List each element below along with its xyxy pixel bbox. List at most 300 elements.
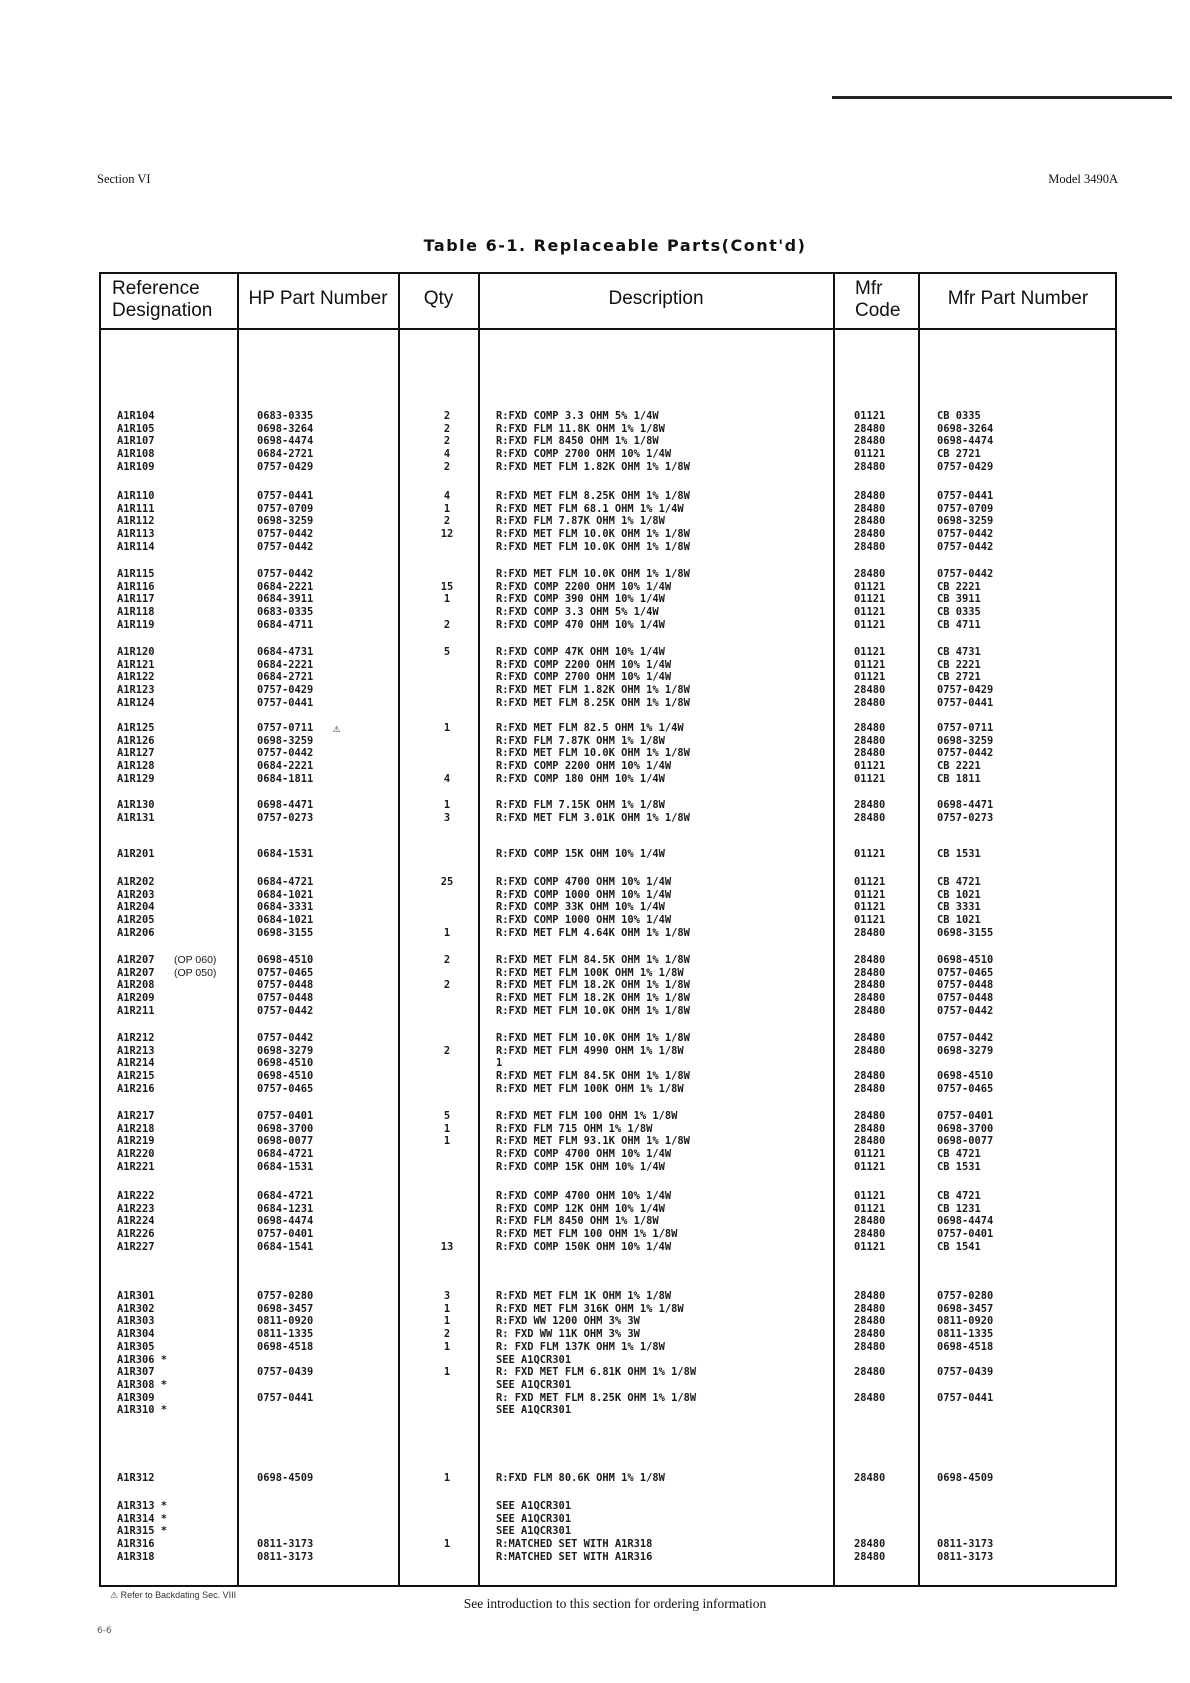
hp-part-number: 0757-0442 (257, 568, 314, 580)
mfr-code: 01121 (854, 760, 886, 773)
reference-designation: A1R216 (117, 1082, 155, 1095)
model-label: Model 3490A (1048, 172, 1118, 186)
mfr-code: 28480 (854, 1228, 886, 1241)
reference-designation: A1R121 (117, 658, 155, 671)
description: R:FXD MET FLM 316K OHM 1% 1/8W (496, 1302, 684, 1315)
reference-designation: A1R215 (117, 1070, 155, 1083)
description: R:FXD MET FLM 1K OHM 1% 1/8W (496, 1290, 672, 1302)
mfr-code: 28480 (854, 1215, 886, 1228)
hp-part-number: 0757-0441 (257, 490, 314, 502)
mfr-part-number: 0757-0280 (937, 1290, 994, 1302)
quantity: 15 (440, 580, 454, 593)
description: R:FXD MET FLM 68.1 OHM 1% 1/4W (496, 502, 684, 515)
mfr-code: 28480 (854, 422, 886, 435)
mfr-code: 28480 (854, 1315, 886, 1328)
hp-part-number: 0683-0335 (257, 606, 314, 619)
mfr-part-number: CB 2721 (937, 671, 981, 684)
mfr-part-number: 0811-0920 (937, 1315, 994, 1328)
hp-part-number: 0757-0441 (257, 1391, 314, 1404)
hp-part-number: 0698-3264 (257, 422, 314, 435)
mfr-code: 28480 (854, 1472, 886, 1484)
reference-designation: A1R305 (117, 1340, 155, 1353)
mfr-code: 28480 (854, 811, 886, 824)
reference-designation: A1R108 (117, 448, 155, 461)
quantity: 1 (443, 722, 451, 734)
hp-part-number: 0757-0448 (257, 979, 314, 992)
description: R:FXD MET FLM 84.5K OHM 1% 1/8W (496, 1070, 690, 1083)
reference-designation: A1R302 (117, 1302, 155, 1315)
mfr-code: 28480 (854, 1290, 886, 1302)
mfr-code: 01121 (854, 606, 886, 619)
reference-designation: A1R203 (117, 888, 155, 901)
ordering-note: See introduction to this section for ordering information (463, 1596, 767, 1611)
description: R:FXD COMP 15K OHM 10% 1/4W (496, 1160, 665, 1173)
description: R:FXD COMP 2200 OHM 10% 1/4W (496, 760, 672, 773)
backdating-note: ⚠ Refer to Backdating Sec. VIII (110, 1590, 237, 1600)
description: SEE A1QCR301 (496, 1525, 572, 1538)
quantity: 13 (440, 1240, 454, 1253)
mfr-code: 01121 (854, 658, 886, 671)
description: R:FXD COMP 3.3 OHM 5% 1/4W (496, 606, 659, 619)
mfr-code: 28480 (854, 490, 886, 502)
reference-designation: A1R310 * (117, 1404, 168, 1417)
mfr-code: 28480 (854, 1032, 886, 1044)
quantity: 5 (443, 646, 451, 658)
hp-part-number: 0684-2221 (257, 658, 314, 671)
description: R:FXD COMP 2700 OHM 10% 1/4W (496, 448, 672, 461)
description: R:FXD COMP 180 OHM 10% 1/4W (496, 772, 665, 785)
hp-part-number: 0684-1531 (257, 848, 314, 860)
description: R:FXD MET FLM 4990 OHM 1% 1/8W (496, 1044, 684, 1057)
description: R:MATCHED SET WITH A1R318 (496, 1538, 653, 1551)
description: R: FXD WW 11K OHM 3% 3W (496, 1328, 640, 1341)
reference-designation: A1R218 (117, 1122, 155, 1135)
reference-designation: A1R301 (117, 1290, 155, 1302)
mfr-code: 28480 (854, 734, 886, 747)
reference-designation: A1R312 (117, 1472, 155, 1484)
reference-designation: A1R107 (117, 435, 155, 448)
mfr-part-number: CB 4721 (937, 1148, 981, 1161)
reference-designation: A1R109 (117, 460, 155, 473)
hp-part-number: 0684-2221 (257, 580, 314, 593)
hp-part-number: 0684-1021 (257, 888, 314, 901)
reference-designation: A1R112 (117, 515, 155, 528)
reference-designation: A1R227 (117, 1240, 155, 1253)
quantity: 1 (443, 1122, 451, 1135)
hp-part-number: 0757-0442 (257, 528, 314, 541)
hp-part-number: 0698-4474 (257, 1215, 314, 1228)
reference-designation: A1R201 (117, 848, 155, 860)
mfr-code: 01121 (854, 593, 886, 606)
quantity: 2 (443, 618, 451, 631)
description: R:FXD FLM 715 OHM 1% 1/8W (496, 1122, 653, 1135)
hp-part-number: 0757-0401 (257, 1228, 314, 1241)
mfr-part-number: 0698-3264 (937, 422, 994, 435)
top-rule (832, 96, 1172, 99)
description: SEE A1QCR301 (496, 1353, 572, 1366)
description: SEE A1QCR301 (496, 1404, 572, 1417)
mfr-part-number: CB 1811 (937, 772, 981, 785)
mfr-code: 28480 (854, 1328, 886, 1341)
hp-part-number: 0698-4471 (257, 799, 314, 811)
description: R:FXD FLM 80.6K OHM 1% 1/8W (496, 1472, 665, 1484)
reference-designation: A1R221 (117, 1160, 155, 1173)
mfr-part-number: CB 4721 (937, 876, 981, 888)
mfr-code: 01121 (854, 1202, 886, 1215)
reference-designation: A1R306 * (117, 1353, 168, 1366)
col-header-mfr-code: Mfr Code (855, 278, 901, 321)
quantity: 25 (440, 876, 454, 888)
mfr-code: 28480 (854, 1366, 886, 1379)
reference-designation: A1R318 (117, 1550, 155, 1563)
reference-designation: A1R224 (117, 1215, 155, 1228)
reference-designation: A1R214 (117, 1057, 155, 1070)
mfr-part-number: 0698-3259 (937, 515, 994, 528)
mfr-part-number: 0698-4471 (937, 799, 994, 811)
mfr-part-number: 0757-0465 (937, 966, 994, 979)
description: R:FXD MET FLM 8.25K OHM 1% 1/8W (496, 490, 690, 502)
mfr-part-number: 0757-0442 (937, 528, 994, 541)
section-label: Section VI (97, 172, 151, 186)
description: R:FXD MET FLM 8.25K OHM 1% 1/8W (496, 696, 690, 709)
mfr-part-number: 0757-0441 (937, 1391, 994, 1404)
reference-designation: A1R314 * (117, 1512, 168, 1525)
hp-part-number: 0684-1021 (257, 914, 314, 927)
description: R:FXD MET FLM 93.1K OHM 1% 1/8W (496, 1135, 690, 1148)
mfr-part-number: CB 4721 (937, 1190, 981, 1202)
description: R:FXD MET FLM 10.0K OHM 1% 1/8W (496, 1032, 690, 1044)
description: R:FXD COMP 1000 OHM 10% 1/4W (496, 888, 672, 901)
hp-part-number: 0757-0442 (257, 1004, 314, 1017)
mfr-part-number: CB 2221 (937, 760, 981, 773)
reference-designation: A1R104 (117, 410, 155, 422)
description: R: FXD MET FLM 6.81K OHM 1% 1/8W (496, 1366, 697, 1379)
hp-part-number: 0698-3259 (257, 515, 314, 528)
reference-designation: A1R207 (117, 954, 155, 966)
reference-designation: A1R220 (117, 1148, 155, 1161)
hp-part-number: 0684-4721 (257, 876, 314, 888)
hp-part-number: 0757-0401 (257, 1110, 314, 1122)
mfr-part-number: 0757-0441 (937, 696, 994, 709)
description: R:FXD MET FLM 10.0K OHM 1% 1/8W (496, 568, 690, 580)
mfr-code: 28480 (854, 540, 886, 553)
mfr-code: 28480 (854, 515, 886, 528)
mfr-part-number: 0757-0401 (937, 1110, 994, 1122)
column-divider (833, 272, 835, 1587)
quantity: 3 (443, 1290, 451, 1302)
quantity: 2 (443, 435, 451, 448)
mfr-part-number: 0698-4518 (937, 1340, 994, 1353)
mfr-code: 01121 (854, 1148, 886, 1161)
quantity: 4 (443, 448, 451, 461)
quantity: 1 (443, 1366, 451, 1379)
mfr-part-number: 0757-0442 (937, 1032, 994, 1044)
reference-designation: A1R303 (117, 1315, 155, 1328)
mfr-part-number: 0757-0439 (937, 1366, 994, 1379)
description: R:FXD MET FLM 100 OHM 1% 1/8W (496, 1228, 678, 1241)
description: R:FXD COMP 2200 OHM 10% 1/4W (496, 580, 672, 593)
description: R:FXD WW 1200 OHM 3% 3W (496, 1315, 640, 1328)
col-header-hp-part: HP Part Number (248, 288, 388, 309)
quantity: 2 (443, 979, 451, 992)
quantity: 1 (443, 1538, 451, 1551)
description: R:FXD COMP 3.3 OHM 5% 1/4W (496, 410, 659, 422)
mfr-code: 28480 (854, 1391, 886, 1404)
quantity: 1 (443, 593, 451, 606)
description: R:FXD MET FLM 3.01K OHM 1% 1/8W (496, 811, 690, 824)
description: R:FXD MET FLM 1.82K OHM 1% 1/8W (496, 460, 690, 473)
hp-part-number: 0698-0077 (257, 1135, 314, 1148)
mfr-part-number: 0811-3173 (937, 1538, 994, 1551)
mfr-part-number: CB 1021 (937, 914, 981, 927)
reference-designation: A1R209 (117, 992, 155, 1005)
mfr-code: 01121 (854, 888, 886, 901)
mfr-part-number: CB 0335 (937, 606, 981, 619)
mfr-part-number: 0757-0448 (937, 992, 994, 1005)
hp-part-number: 0811-0920 (257, 1315, 314, 1328)
reference-designation: A1R130 (117, 799, 155, 811)
mfr-code: 28480 (854, 684, 886, 697)
quantity: 1 (443, 1315, 451, 1328)
mfr-code: 28480 (854, 460, 886, 473)
mfr-part-number: 0698-3279 (937, 1044, 994, 1057)
description: R:FXD COMP 2200 OHM 10% 1/4W (496, 658, 672, 671)
mfr-part-number: CB 3331 (937, 901, 981, 914)
description: R:FXD COMP 1000 OHM 10% 1/4W (496, 914, 672, 927)
hp-part-number: 0757-0442 (257, 540, 314, 553)
reference-designation: A1R126 (117, 734, 155, 747)
description: R:FXD COMP 470 OHM 10% 1/4W (496, 618, 665, 631)
description: R:FXD COMP 12K OHM 10% 1/4W (496, 1202, 665, 1215)
quantity: 2 (443, 410, 451, 422)
description: R: FXD FLM 137K OHM 1% 1/8W (496, 1340, 665, 1353)
table-title: Table 6-1. Replaceable Parts(Cont'd) (423, 236, 807, 255)
hp-part-number: 0698-3457 (257, 1302, 314, 1315)
description: R:FXD MET FLM 18.2K OHM 1% 1/8W (496, 992, 690, 1005)
reference-designation: A1R208 (117, 979, 155, 992)
hp-part-number: 0684-1531 (257, 1160, 314, 1173)
mfr-part-number: 0757-0429 (937, 684, 994, 697)
quantity: 2 (443, 460, 451, 473)
mfr-part-number: 0698-0077 (937, 1135, 994, 1148)
mfr-code: 01121 (854, 1160, 886, 1173)
description: R:FXD COMP 47K OHM 10% 1/4W (496, 646, 665, 658)
reference-designation: A1R316 (117, 1538, 155, 1551)
mfr-part-number: CB 2221 (937, 580, 981, 593)
description: R:FXD MET FLM 10.0K OHM 1% 1/8W (496, 540, 690, 553)
hp-part-number: 0684-1811 (257, 772, 314, 785)
reference-designation: A1R122 (117, 671, 155, 684)
mfr-part-number: 0757-0401 (937, 1228, 994, 1241)
mfr-code: 28480 (854, 1550, 886, 1563)
quantity: 2 (443, 422, 451, 435)
reference-designation: A1R117 (117, 593, 155, 606)
description: 1 (496, 1057, 503, 1070)
hp-part-number: 0811-3173 (257, 1538, 314, 1551)
option-label: (OP 060) (174, 954, 217, 966)
hp-part-number: 0684-1541 (257, 1240, 314, 1253)
hp-part-number: 0698-4510 (257, 954, 314, 966)
mfr-code: 01121 (854, 671, 886, 684)
description: R:FXD FLM 8450 OHM 1% 1/8W (496, 435, 659, 448)
hp-part-number: 0684-2721 (257, 448, 314, 461)
mfr-part-number: 0757-0448 (937, 979, 994, 992)
mfr-part-number: 0698-4474 (937, 1215, 994, 1228)
reference-designation: A1R115 (117, 568, 155, 580)
description: R:MATCHED SET WITH A1R316 (496, 1550, 653, 1563)
column-divider (398, 272, 400, 1587)
description: R:FXD FLM 7.87K OHM 1% 1/8W (496, 515, 665, 528)
reference-designation: A1R204 (117, 901, 155, 914)
header-rule (99, 328, 1117, 330)
description: R:FXD COMP 4700 OHM 10% 1/4W (496, 1148, 672, 1161)
hp-part-number: 0698-4474 (257, 435, 314, 448)
quantity: 5 (443, 1110, 451, 1122)
description: R:FXD MET FLM 82.5 OHM 1% 1/4W (496, 722, 684, 734)
mfr-part-number: CB 0335 (937, 410, 981, 422)
reference-designation: A1R304 (117, 1328, 155, 1341)
mfr-code: 01121 (854, 580, 886, 593)
description: R:FXD MET FLM 1.82K OHM 1% 1/8W (496, 684, 690, 697)
mfr-part-number: 0757-0429 (937, 460, 994, 473)
reference-designation: A1R123 (117, 684, 155, 697)
quantity: 1 (443, 1472, 451, 1484)
mfr-part-number: 0757-0273 (937, 811, 994, 824)
description: R:FXD COMP 4700 OHM 10% 1/4W (496, 1190, 672, 1202)
description: SEE A1QCR301 (496, 1500, 572, 1512)
mfr-part-number: 0757-0442 (937, 747, 994, 760)
mfr-code: 28480 (854, 435, 886, 448)
hp-part-number: 0757-0442 (257, 1032, 314, 1044)
quantity: 2 (443, 1328, 451, 1341)
hp-part-number: 0757-0273 (257, 811, 314, 824)
quantity: 4 (443, 772, 451, 785)
reference-designation: A1R207 (117, 966, 155, 979)
reference-designation: A1R129 (117, 772, 155, 785)
mfr-code: 01121 (854, 448, 886, 461)
description: R:FXD MET FLM 100K OHM 1% 1/8W (496, 1082, 684, 1095)
reference-designation: A1R223 (117, 1202, 155, 1215)
mfr-code: 28480 (854, 1070, 886, 1083)
mfr-code: 28480 (854, 1004, 886, 1017)
reference-designation: A1R211 (117, 1004, 155, 1017)
mfr-code: 28480 (854, 502, 886, 515)
mfr-part-number: CB 2721 (937, 448, 981, 461)
description: R:FXD COMP 390 OHM 10% 1/4W (496, 593, 665, 606)
mfr-part-number: CB 4711 (937, 618, 981, 631)
hp-part-number: 0684-4721 (257, 1190, 314, 1202)
description: R:FXD COMP 4700 OHM 10% 1/4W (496, 876, 672, 888)
hp-part-number: 0684-3331 (257, 901, 314, 914)
reference-designation: A1R105 (117, 422, 155, 435)
hp-part-number: 0757-0429 (257, 460, 314, 473)
reference-designation: A1R313 * (117, 1500, 168, 1512)
hp-part-number: 0698-4518 (257, 1340, 314, 1353)
hp-part-number: 0698-4509 (257, 1472, 314, 1484)
reference-designation: A1R119 (117, 618, 155, 631)
mfr-code: 01121 (854, 772, 886, 785)
description: R:FXD FLM 7.15K OHM 1% 1/8W (496, 799, 665, 811)
description: R:FXD MET FLM 10.0K OHM 1% 1/8W (496, 1004, 690, 1017)
mfr-part-number: 0698-3259 (937, 734, 994, 747)
reference-designation: A1R308 * (117, 1378, 168, 1391)
hp-part-number: 0684-2221 (257, 760, 314, 773)
reference-designation: A1R307 (117, 1366, 155, 1379)
quantity: 2 (443, 954, 451, 966)
hp-part-number: 0698-3155 (257, 926, 314, 939)
hp-part-number: 0698-3259 (257, 734, 314, 747)
reference-designation: A1R219 (117, 1135, 155, 1148)
reference-designation: A1R212 (117, 1032, 155, 1044)
mfr-code: 01121 (854, 646, 886, 658)
page-number: 6-6 (97, 1626, 112, 1636)
description: R: FXD MET FLM 8.25K OHM 1% 1/8W (496, 1391, 697, 1404)
reference-designation: A1R217 (117, 1110, 155, 1122)
mfr-part-number: 0698-4474 (937, 435, 994, 448)
quantity: 1 (443, 1135, 451, 1148)
column-divider (918, 272, 920, 1587)
mfr-code: 28480 (854, 747, 886, 760)
reference-designation: A1R226 (117, 1228, 155, 1241)
mfr-code: 28480 (854, 1302, 886, 1315)
description: R:FXD MET FLM 100K OHM 1% 1/8W (496, 966, 684, 979)
mfr-code: 28480 (854, 696, 886, 709)
hp-part-number: 0684-2721 (257, 671, 314, 684)
quantity: 1 (443, 799, 451, 811)
description: SEE A1QCR301 (496, 1512, 572, 1525)
reference-designation: A1R120 (117, 646, 155, 658)
reference-designation: A1R309 (117, 1391, 155, 1404)
hp-part-number: 0684-4721 (257, 1148, 314, 1161)
col-header-reference: Reference Designation (112, 278, 213, 321)
mfr-part-number: 0757-0709 (937, 502, 994, 515)
mfr-code: 28480 (854, 1340, 886, 1353)
mfr-code: 01121 (854, 410, 886, 422)
description: R:FXD MET FLM 84.5K OHM 1% 1/8W (496, 954, 690, 966)
hp-part-number: 0684-3911 (257, 593, 314, 606)
quantity: 1 (443, 1302, 451, 1315)
hp-part-number: 0757-0711 (257, 722, 314, 734)
mfr-part-number: CB 1541 (937, 1240, 981, 1253)
hp-part-number: 0811-3173 (257, 1550, 314, 1563)
hp-part-number: 0757-0442 (257, 747, 314, 760)
reference-designation: A1R111 (117, 502, 155, 515)
mfr-part-number: CB 1531 (937, 1160, 981, 1173)
hp-part-number: 0757-0429 (257, 684, 314, 697)
hp-part-number: 0757-0465 (257, 966, 314, 979)
mfr-code: 01121 (854, 914, 886, 927)
hp-part-number: 0683-0335 (257, 410, 314, 422)
mfr-part-number: 0811-3173 (937, 1550, 994, 1563)
mfr-part-number: 0757-0442 (937, 540, 994, 553)
reference-designation: A1R124 (117, 696, 155, 709)
mfr-part-number: 0757-0442 (937, 1004, 994, 1017)
mfr-part-number: 0757-0711 (937, 722, 994, 734)
description: R:FXD COMP 2700 OHM 10% 1/4W (496, 671, 672, 684)
quantity: 12 (440, 528, 454, 541)
mfr-part-number: CB 4731 (937, 646, 981, 658)
reference-designation: A1R205 (117, 914, 155, 927)
mfr-part-number: 0698-4509 (937, 1472, 994, 1484)
col-header-description: Description (608, 288, 704, 309)
description: SEE A1QCR301 (496, 1378, 572, 1391)
hp-part-number: 0698-3700 (257, 1122, 314, 1135)
mfr-code: 01121 (854, 1190, 886, 1202)
mfr-part-number: 0757-0441 (937, 490, 994, 502)
warning-icon: ⚠ (333, 721, 341, 735)
mfr-code: 28480 (854, 528, 886, 541)
mfr-part-number: 0757-0465 (937, 1082, 994, 1095)
